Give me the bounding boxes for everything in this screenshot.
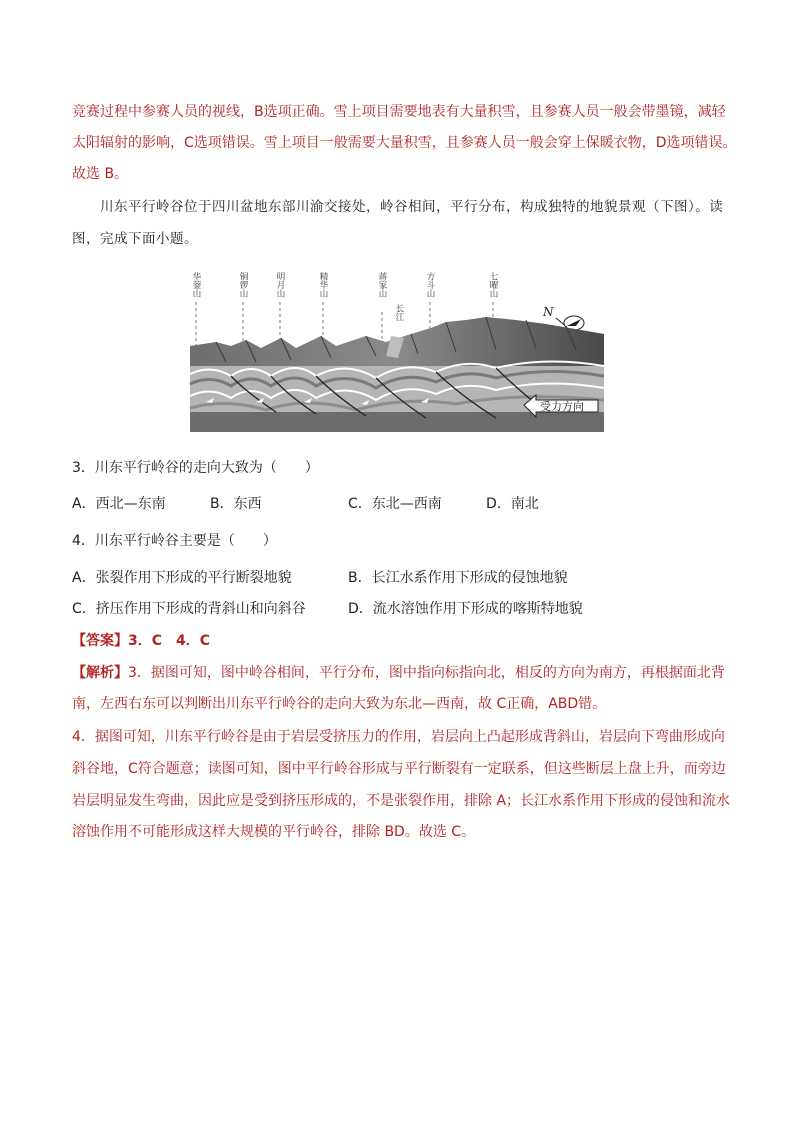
intro-line-2: 太阳辐射的影响，C选项错误。雪上项目一般需要大量积雪，且参赛人员一般会穿上保暖衣物，D选项错误。 bbox=[72, 135, 737, 151]
answer-tag: 【答案】 bbox=[72, 633, 128, 649]
label-changjiang: 长江 bbox=[394, 304, 404, 321]
label-jinghua: 精华山 bbox=[318, 272, 328, 298]
q4-option-c: C．挤压作用下形成的背斜山和向斜谷 bbox=[72, 601, 306, 617]
answer-line bbox=[72, 631, 210, 651]
label-qiyao: 七曜山 bbox=[488, 272, 498, 298]
analysis-line-1 bbox=[72, 663, 725, 683]
analysis-line-5: 岩层明显发生弯曲，因此应是受到挤压形成的，不是张裂作用，排除 A；长江水系作用下形成的侵蚀和流水 bbox=[72, 793, 731, 809]
intro-line-3: 故选 B。 bbox=[72, 166, 129, 182]
q4-option-a: A．张裂作用下形成的平行断裂地貌 bbox=[72, 570, 292, 586]
q4-option-d: D．流水溶蚀作用下形成的喀斯特地貌 bbox=[348, 601, 583, 617]
analysis-text-1: 3．据图可知，图中岭谷相间，平行分布，图中指向标指向北，相反的方向为南方，再根据面北背 bbox=[128, 665, 725, 681]
passage-line-2: 图，完成下面小题。 bbox=[72, 231, 198, 247]
q4-option-b: B．长江水系作用下形成的侵蚀地貌 bbox=[348, 570, 568, 586]
parallel-ridge-valley-figure bbox=[186, 262, 606, 437]
terrain-block bbox=[190, 317, 604, 374]
label-mingyue: 明月山 bbox=[275, 272, 285, 298]
q3-option-d: D．南北 bbox=[486, 496, 539, 512]
force-direction-label: 受力方向 bbox=[540, 400, 584, 413]
passage-line-1: 川东平行岭谷位于四川盆地东部川渝交接处，岭谷相间，平行分布，构成独特的地貌景观（下图）。读 bbox=[100, 199, 724, 215]
analysis-line-6: 溶蚀作用不可能形成这样大规模的平行岭谷，排除 BD。故选 C。 bbox=[72, 824, 476, 840]
analysis-line-3: 4．据图可知，川东平行岭谷是由于岩层受挤压力的作用，岩层向上凸起形成背斜山，岩层向下弯曲形成向 bbox=[72, 729, 725, 745]
label-huaying: 华蓥山 bbox=[191, 272, 201, 298]
intro-line-1: 竞赛过程中参赛人员的视线，B选项正确。雪上项目需要地表有大量积雪，且参赛人员一般会带墨镜，减轻 bbox=[72, 104, 726, 120]
q3-option-b: B．东西 bbox=[210, 496, 262, 512]
q3-option-a: A．西北—东南 bbox=[72, 496, 166, 512]
label-tongluo: 铜锣山 bbox=[238, 272, 248, 298]
analysis-tag: 【解析】 bbox=[72, 665, 128, 681]
label-jiangjia: 蒋家山 bbox=[377, 272, 387, 298]
q4-stem: 4．川东平行岭谷主要是（ ） bbox=[72, 533, 277, 549]
label-fangdou: 方斗山 bbox=[425, 272, 435, 298]
q3-option-c: C．东北—西南 bbox=[348, 496, 442, 512]
svg-text:N: N bbox=[543, 305, 554, 319]
q3-stem: 3．川东平行岭谷的走向大致为（ ） bbox=[72, 460, 319, 476]
answer-text: 3．C 4．C bbox=[128, 633, 211, 649]
cross-section bbox=[190, 361, 604, 432]
mountain-labels bbox=[191, 271, 498, 322]
analysis-line-4: 斜谷地，C符合题意；读图可知，图中平行岭谷形成与平行断裂有一定联系，但这些断层上盘上升，而旁边 bbox=[72, 761, 726, 777]
analysis-line-2: 南，左西右东可以判断出川东平行岭谷的走向大致为东北—西南，故 C正确，ABD错。 bbox=[72, 696, 607, 712]
